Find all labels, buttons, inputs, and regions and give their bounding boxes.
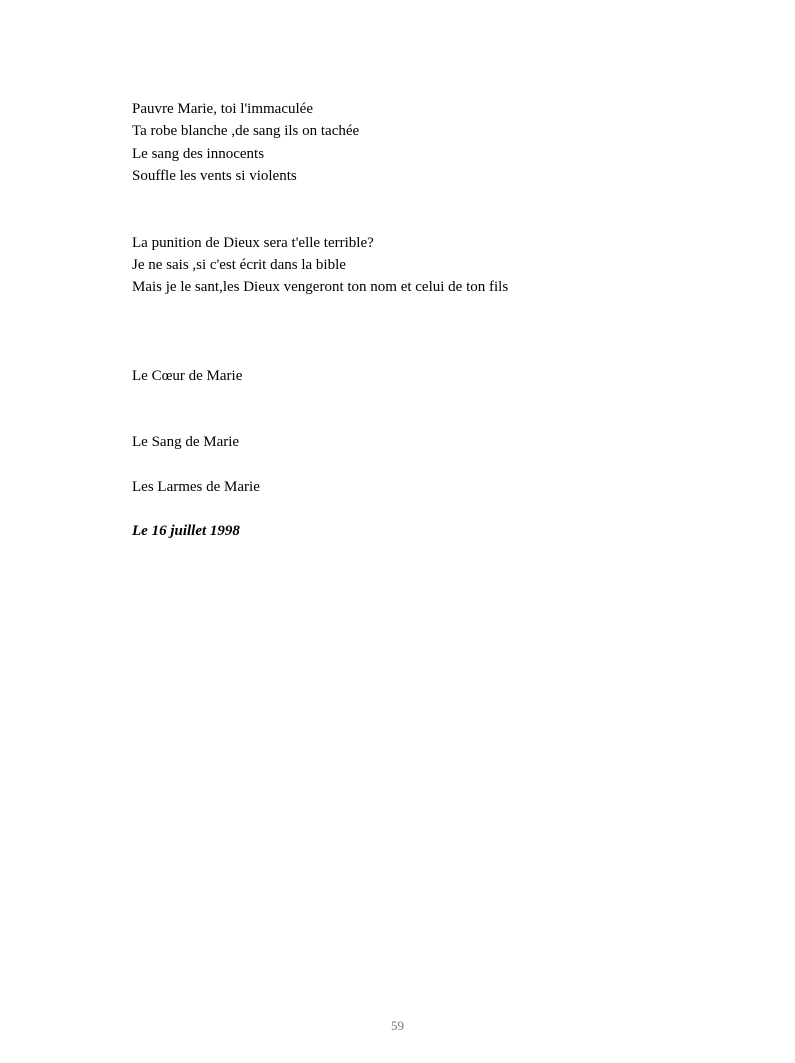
stanza1-line-2: Ta robe blanche ,de sang ils on tachée <box>132 123 360 139</box>
stanza2-line-1: La punition de Dieux sera t'elle terrible? <box>132 235 374 251</box>
stanza1-line-1: Pauvre Marie, toi l'immaculée <box>132 101 313 117</box>
stanza2-line-3: Mais je le sant,les Dieux vengeront ton nom et celui de ton fils <box>132 279 509 295</box>
page-number: 59 <box>391 1018 404 1033</box>
date-line: Le 16 juillet 1998 <box>132 523 240 539</box>
stanza2-line-2: Je ne sais ,si c'est écrit dans la bible <box>132 257 346 273</box>
blood-of-marie-line: Le Sang de Marie <box>132 434 240 450</box>
heart-of-marie-line: Le Cœur de Marie <box>132 368 243 384</box>
stanza1-line-3: Le sang des innocents <box>132 146 265 162</box>
tears-of-marie-line: Les Larmes de Marie <box>132 479 260 495</box>
stanza1-line-4: Souffle les vents si violents <box>132 168 297 184</box>
